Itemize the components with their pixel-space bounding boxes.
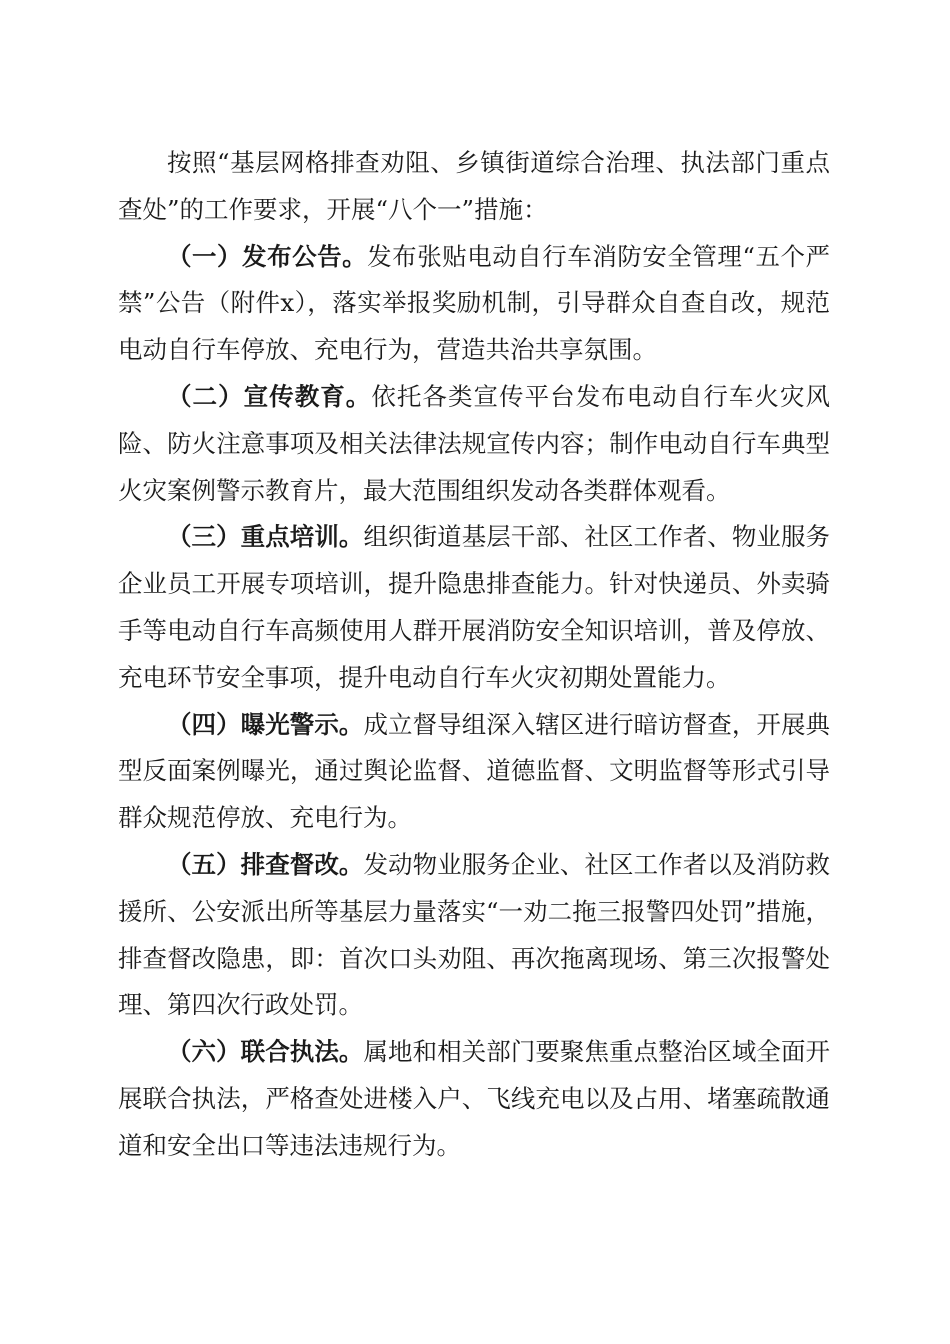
paragraph-text: 发动物业服务企业、社区工作者以及消防救援所、公安派出所等基层力量落实“一劝二拖三报警四处罚”措施，排查督改隐患，即：首次口头劝阻、再次拖离现场、第三次报警处理、第四次行政处罚。 [118, 849, 831, 1020]
intro-paragraph [118, 140, 830, 234]
paragraph-heading: （一）发布公告。 [167, 241, 368, 271]
measure-paragraph-6 [118, 1029, 830, 1169]
paragraph-heading: （四）曝光警示。 [167, 709, 364, 739]
measure-paragraph-1 [118, 234, 830, 374]
paragraph-heading: （五）排查督改。 [167, 849, 364, 879]
paragraph-text: 依托各类宣传平台发布电动自行车火灾风险、防火注意事项及相关法律法规宣传内容；制作电动自行车典型火灾案例警示教育片，最大范围组织发动各类群体观看。 [118, 381, 831, 505]
paragraph-heading: （三）重点培训。 [167, 522, 364, 552]
document-body [118, 140, 830, 1170]
paragraph-text: 按照“基层网格排查劝阻、乡镇街道综合治理、执法部门重点查处”的工作要求，开展“八个一”措施： [118, 148, 830, 224]
measure-paragraph-4 [118, 702, 830, 842]
measure-paragraph-3 [118, 514, 830, 701]
paragraph-text: 发布张贴电动自行车消防安全管理“五个严禁”公告（附件x），落实举报奖励机制，引导群众自查自改，规范电动自行车停放、充电行为，营造共治共享氛围。 [118, 241, 831, 365]
paragraph-heading: （六）联合执法。 [167, 1037, 364, 1067]
paragraph-text: 属地和相关部门要聚焦重点整治区域全面开展联合执法，严格查处进楼入户、飞线充电以及占用、堵塞疏散通道和安全出口等违法违规行为。 [118, 1037, 831, 1160]
paragraph-text: 成立督导组深入辖区进行暗访督查，开展典型反面案例曝光，通过舆论监督、道德监督、文明监督等形式引导群众规范停放、充电行为。 [118, 709, 831, 833]
measure-paragraph-5 [118, 842, 830, 1029]
measure-paragraph-2 [118, 374, 830, 514]
paragraph-text: 组织街道基层干部、社区工作者、物业服务企业员工开展专项培训，提升隐患排查能力。针对快递员、外卖骑手等电动自行车高频使用人群开展消防安全知识培训，普及停放、充电环节安全事项，提升电动自行车火灾初期处置能力。 [118, 522, 831, 692]
paragraph-heading: （二）宣传教育。 [167, 381, 372, 411]
